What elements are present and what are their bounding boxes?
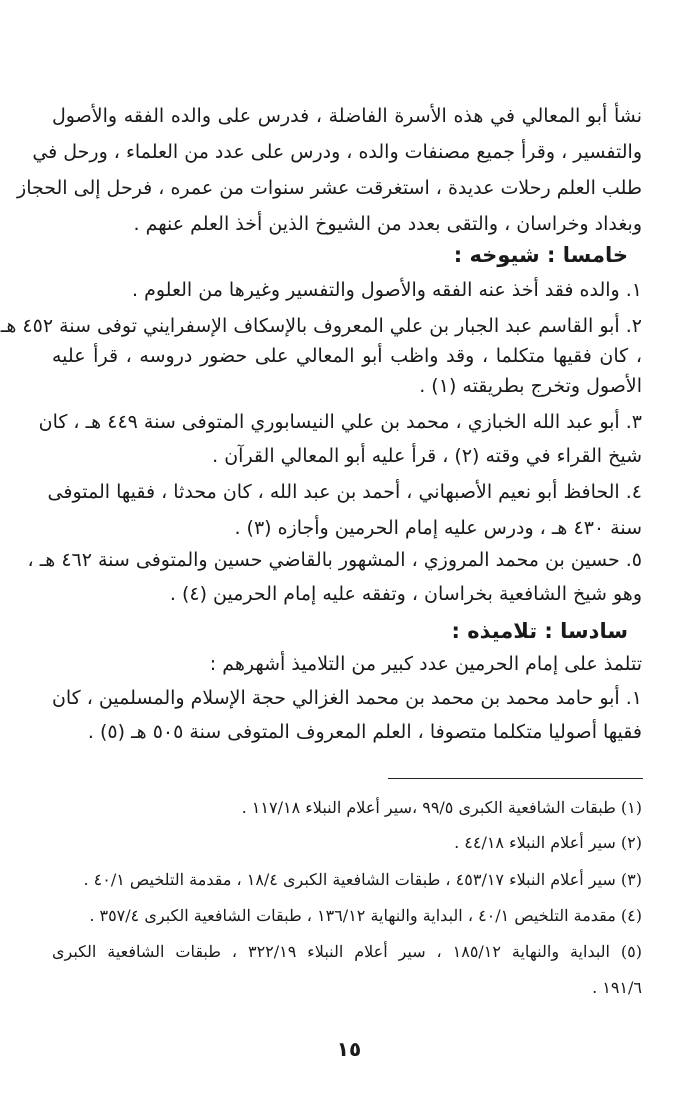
students-intro-line: تتلمذ على إمام الحرمين عدد كبير من التلاميذ أشهرهم : (209, 653, 642, 675)
teacher-line-3: ، كان فقيها متكلما ، وقد واظب أبو المعالي على حضور دروسه ، قرأ عليه (52, 345, 642, 367)
footnote-3: (٣) سير أعلام النبلاء ٤٥٣/١٧ ، طبقات الشافعية الكبرى ١٨/٤ ، مقدمة التلخيص ٤٠/١ . (83, 870, 642, 889)
section-heading-teachers: خامسا : شيوخه : (453, 243, 628, 267)
teacher-line-1: ١. والده فقد أخذ عنه الفقه والأصول والتفسير وغيرها من العلوم . (132, 279, 642, 301)
teacher-line-4: الأصول وتخرج بطريقته (١) . (419, 375, 642, 397)
footnote-2: (٢) سير أعلام النبلاء ٤٤/١٨ . (454, 833, 642, 852)
section-heading-students: سادسا : تلاميذه : (451, 619, 628, 643)
teacher-line-9: ٥. حسين بن محمد المروزي ، المشهور بالقاضي حسين والمتوفى سنة ٤٦٢ هـ ، (27, 549, 642, 571)
footnote-1: (١) طبقات الشافعية الكبرى ٩٩/٥ ،سير أعلام النبلاء ١١٧/١٨ . (241, 798, 642, 817)
teacher-line-6: شيخ القراء في وقته (٢) ، قرأ عليه أبو المعالي القرآن . (212, 445, 642, 467)
intro-line-4: وبغداد وخراسان ، والتقى بعدد من الشيوخ الذين أخذ العلم عنهم . (133, 213, 642, 235)
intro-line-1: نشأ أبو المعالي في هذه الأسرة الفاضلة ، فدرس على والده الفقه والأصول (52, 105, 642, 127)
footnote-5-line-1: (٥) البداية والنهاية ١٨٥/١٢ ، سير أعلام النبلاء ٣٢٢/١٩ ، طبقات الشافعية الكبرى (52, 942, 642, 961)
intro-line-2: والتفسير ، وقرأ جميع مصنفات والده ، ودرس على عدد من العلماء ، ورحل في (32, 141, 642, 163)
student-line-1: ١. أبو حامد محمد بن محمد بن محمد الغزالي حجة الإسلام والمسلمين ، كان (51, 687, 642, 709)
page-number: ١٥ (336, 1037, 362, 1061)
teacher-line-7: ٤. الحافظ أبو نعيم الأصبهاني ، أحمد بن عبد الله ، كان محدثا ، فقيها المتوفى (47, 481, 642, 503)
intro-line-3: طلب العلم رحلات عديدة ، استغرقت عشر سنوات من عمره ، فرحل إلى الحجاز (17, 177, 642, 199)
footnote-5-line-2: ١٩١/٦ . (592, 978, 642, 997)
teacher-line-10: وهو شيخ الشافعية بخراسان ، وتفقه عليه إمام الحرمين (٤) . (169, 583, 642, 605)
footnote-separator (388, 778, 643, 779)
teacher-line-2: ٢. أبو القاسم عبد الجبار بن علي المعروف بالإسكاف الإسفرايني توفى سنة ٤٥٢ هـ (0, 315, 642, 337)
teacher-line-8: سنة ٤٣٠ هـ ، ودرس عليه إمام الحرمين وأجازه (٣) . (234, 517, 642, 539)
teacher-line-5: ٣. أبو عبد الله الخبازي ، محمد بن علي النيسابوري المتوفى سنة ٤٤٩ هـ ، كان (38, 411, 642, 433)
footnote-4: (٤) مقدمة التلخيص ٤٠/١ ، البداية والنهاية ١٣٦/١٢ ، طبقات الشافعية الكبرى ٣٥٧/٤ . (89, 906, 642, 925)
student-line-2: فقيها أصوليا متكلما متصوفا ، العلم المعروف المتوفى سنة ٥٠٥ هـ (٥) . (87, 721, 642, 743)
